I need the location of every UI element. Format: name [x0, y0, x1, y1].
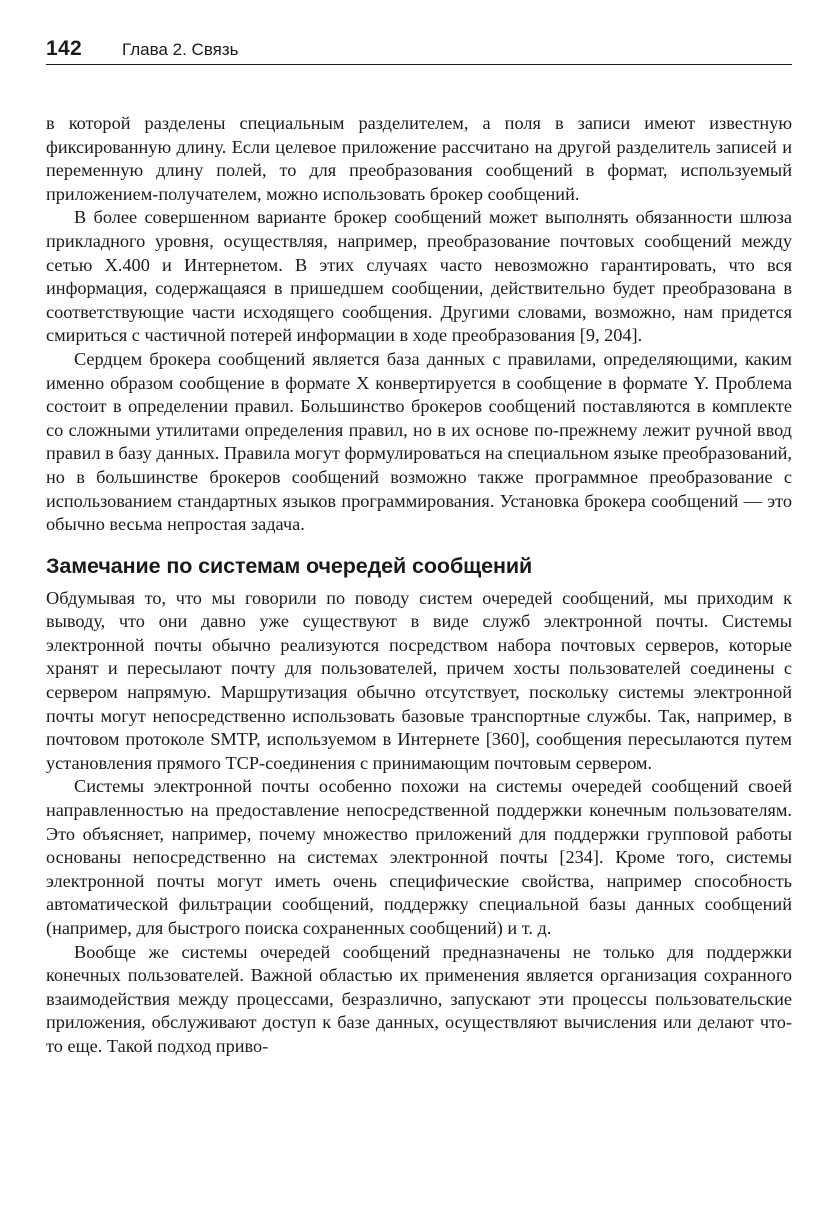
- section-heading: Замечание по системам очередей сообщений: [46, 553, 533, 578]
- paragraph: Обдумывая то, что мы говорили по поводу систем очередей сообщений, мы приходим к выводу, что они давно уже существуют в виде служб электронной почты. Системы электронной почты обычно реализуются посредством набора почтовых серверов, которые хранят и пересылают почту для пользователей, причем хосты пользователей соединены с сервером напрямую. Маршрутизация обычно отсутствует, поскольку системы электронной почты могут непосредственно использовать базовые транспортные службы. Так, например, в почтовом протоколе SMTP, используемом в Интернете [360], сообщения пересылаются путем установления прямого TCP-соединения с принимающим почтовым сервером.: [46, 587, 792, 773]
- paragraph: Вообще же системы очередей сообщений предназначены не только для поддержки конечных пользователей. Важной областью их применения является организация сохранного взаимодействия между процессами, безразлично, запускают эти процессы пользовательские приложения, обслуживают доступ к базе данных, осуществляют вычисления или делают что-то еще. Такой подход приво-: [46, 941, 792, 1056]
- paragraph-continued: в которой разделены специальным разделителем, а поля в записи имеют известную фиксированную длину. Если целевое приложение рассчитано на другой разделитель записей и переменную длину полей, то для преобразования сообщений в формат, используемый приложением-получателем, можно использовать брокер сообщений.: [46, 113, 792, 204]
- running-header: [46, 34, 792, 65]
- body-text: [46, 112, 792, 1059]
- chapter-title: Глава 2. Связь: [122, 40, 239, 59]
- page-number: 142: [46, 37, 82, 60]
- paragraph: Системы электронной почты особенно похожи на системы очередей сообщений своей направленностью на предоставление непосредственной поддержки конечным пользователям. Это объясняет, например, почему множество приложений для поддержки групповой работы основаны непосредственно на системах электронной почты [234]. Кроме того, системы электронной почты могут иметь очень специфические свойства, например способность автоматической фильтрации сообщений, поддержку специальной базы данных сообщений (например, для быстрого поиска сохраненных сообщений) и т. д.: [46, 776, 792, 938]
- paragraph: В более совершенном варианте брокер сообщений может выполнять обязанности шлюза прикладного уровня, осуществляя, например, преобразование почтовых сообщений между сетью X.400 и Интернетом. В этих случаях часто невозможно гарантировать, что вся информация, содержащаяся в пришедшем сообщении, действительно будет преобразована в соответствующие части исходящего сообщения. Другими словами, возможно, нам придется смириться с частичной потерей информации в ходе преобразования [9, 204].: [46, 207, 792, 346]
- paragraph: Сердцем брокера сообщений является база данных с правилами, определяющими, каким именно образом сообщение в формате X конвертируется в сообщение в формате Y. Проблема состоит в определении правил. Большинство брокеров сообщений поставляются в комплекте со сложными утилитами определения правил, но в их основе по-прежнему лежит ручной ввод правил в базу данных. Правила могут формулироваться на специальном языке преобразований, но в большинстве брокеров сообщений возможно также программное преобразование с использованием стандартных языков программирования. Установка брокера сообщений — это обычно весьма непростая задача.: [46, 348, 792, 535]
